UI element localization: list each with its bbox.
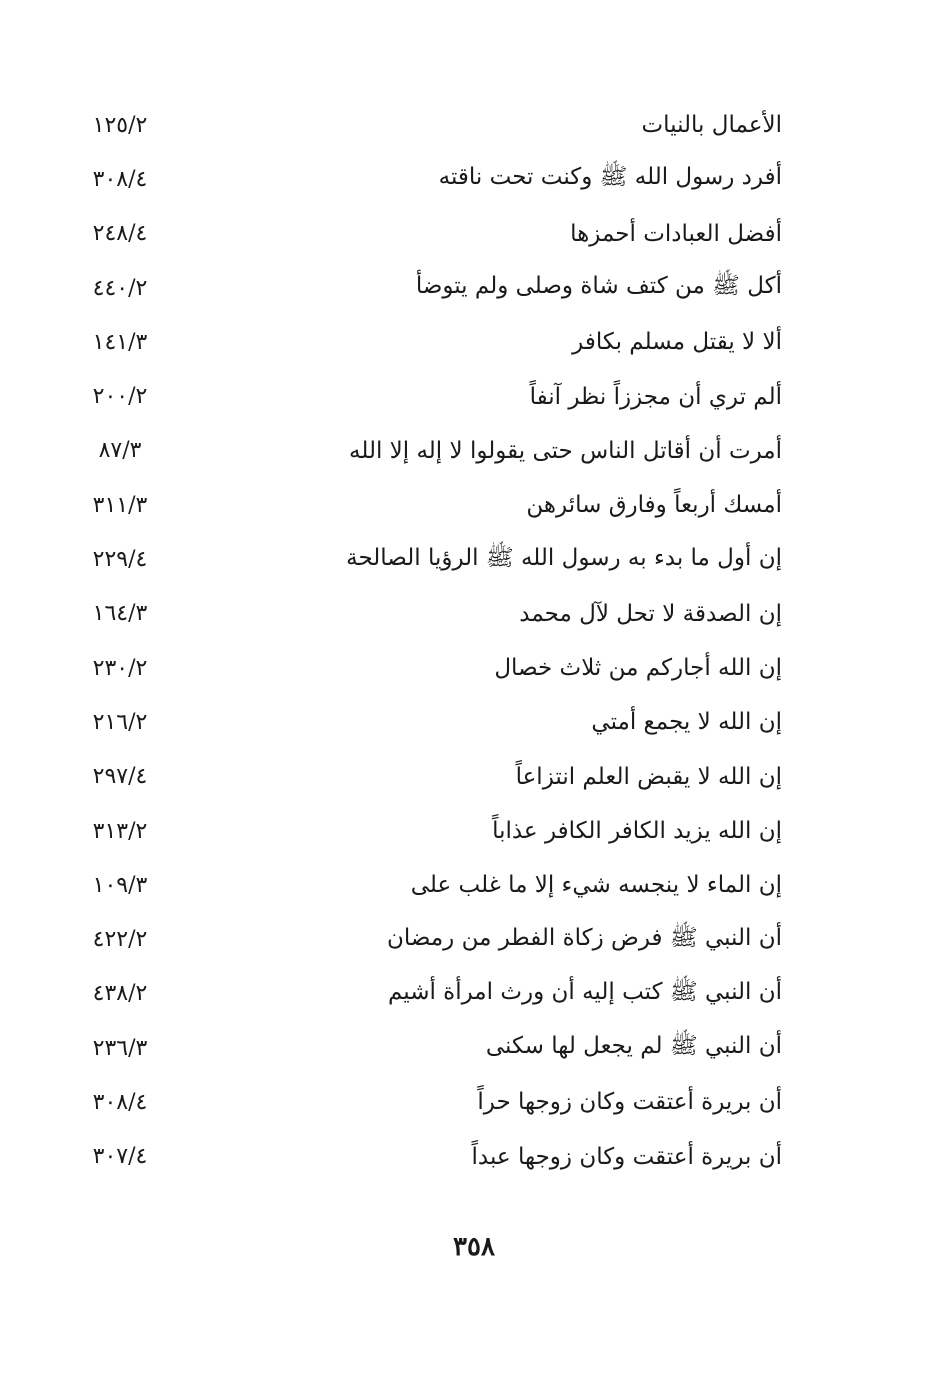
volume-page-reference: ٢٣٦/٣ [92, 1035, 148, 1061]
hadith-incipit: إن الله لا يقبض العلم انتزاعاً [515, 763, 782, 790]
index-row [60, 1075, 800, 1129]
hadith-index-list [60, 98, 800, 1184]
index-row [60, 424, 800, 478]
index-row [60, 315, 800, 369]
volume-page-reference: ٣١٣/٢ [92, 818, 148, 844]
index-row [60, 532, 800, 586]
hadith-incipit: أمرت أن أقاتل الناس حتى يقولوا لا إله إلا الله [349, 437, 782, 464]
index-row [60, 1130, 800, 1184]
volume-page-reference: ٢٢٩/٤ [92, 547, 148, 573]
hadith-incipit: أن النبي ﷺ لم يجعل لها سكنى [485, 1033, 782, 1060]
hadith-incipit: ألا لا يقتل مسلم بكافر [572, 329, 782, 356]
hadith-incipit: أن النبي ﷺ كتب إليه أن ورث امرأة أشيم [387, 978, 782, 1005]
hadith-incipit: ألم تري أن مجززاً نظر آنفاً [529, 383, 782, 410]
index-row [60, 967, 800, 1021]
volume-page-reference: ١٢٥/٢ [92, 112, 148, 138]
hadith-incipit: أن بريرة أعتقت وكان زوجها عبداً [471, 1143, 782, 1170]
hadith-incipit: أمسك أربعاً وفارق سائرهن [526, 492, 782, 519]
volume-page-reference: ٤٤٠/٢ [92, 275, 148, 301]
index-row [60, 912, 800, 966]
index-row [60, 98, 800, 152]
page-number: ٣٥٨ [453, 1232, 495, 1262]
index-row [60, 1021, 800, 1075]
volume-page-reference: ١٤١/٣ [92, 329, 148, 355]
volume-page-reference: ٢٤٨/٤ [92, 221, 148, 247]
hadith-incipit: إن الله يزيد الكافر الكافر عذاباً [492, 818, 782, 844]
index-row [60, 207, 800, 261]
index-row [60, 804, 800, 858]
hadith-incipit: إن الصدقة لا تحل لآل محمد [519, 600, 782, 627]
hadith-incipit: أن بريرة أعتقت وكان زوجها حراً [477, 1089, 782, 1116]
hadith-incipit: الأعمال بالنيات [641, 112, 782, 139]
hadith-incipit: إن الماء لا ينجسه شيء إلا ما غلب على [410, 872, 782, 899]
volume-page-reference: ١٦٤/٣ [92, 601, 148, 627]
hadith-incipit: إن الله لا يجمع أمتي [591, 709, 782, 736]
volume-page-reference: ٣٠٧/٤ [92, 1144, 148, 1170]
volume-page-reference: ٢٠٠/٢ [92, 384, 148, 410]
volume-page-reference: ٨٧/٣ [98, 438, 142, 464]
index-row [60, 750, 800, 804]
index-row [60, 369, 800, 423]
volume-page-reference: ١٠٩/٣ [92, 872, 148, 898]
index-row [60, 858, 800, 912]
index-row [60, 695, 800, 749]
volume-page-reference: ٣٠٨/٤ [92, 1089, 148, 1115]
volume-page-reference: ٤٢٢/٢ [92, 927, 148, 953]
volume-page-reference: ٣٠٨/٤ [92, 166, 148, 192]
index-row [60, 152, 800, 206]
hadith-incipit: إن أول ما بدء به رسول الله ﷺ الرؤيا الصالحة [346, 544, 782, 571]
hadith-incipit: أكل ﷺ من كتف شاة وصلى ولم يتوضأ [415, 273, 782, 300]
index-row [60, 587, 800, 641]
index-row [60, 478, 800, 532]
hadith-incipit: أفرد رسول الله ﷺ وكنت تحت ناقته [438, 164, 782, 191]
hadith-incipit: أن النبي ﷺ فرض زكاة الفطر من رمضان [387, 924, 782, 951]
volume-page-reference: ٢٩٧/٤ [92, 764, 148, 790]
volume-page-reference: ٢١٦/٢ [92, 709, 148, 735]
volume-page-reference: ٢٣٠/٢ [92, 655, 148, 681]
volume-page-reference: ٤٣٨/٢ [92, 981, 148, 1007]
index-row [60, 261, 800, 315]
volume-page-reference: ٣١١/٣ [92, 492, 148, 518]
hadith-incipit: أفضل العبادات أحمزها [570, 220, 782, 247]
hadith-incipit: إن الله أجاركم من ثلاث خصال [494, 655, 782, 682]
index-row [60, 641, 800, 695]
